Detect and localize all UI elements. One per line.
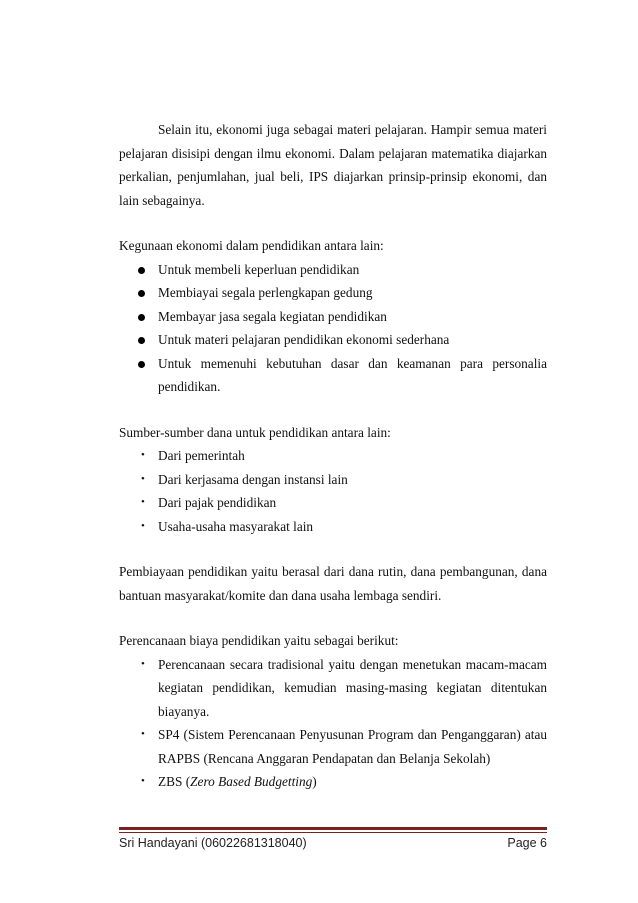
zbs-italic-term: Zero Based Budgetting (190, 774, 313, 789)
footer-author: Sri Handayani (06022681318040) (119, 836, 307, 850)
footer-rule-thin (119, 832, 547, 833)
bullet-icon: • (141, 657, 145, 670)
bullet-icon: • (141, 449, 145, 461)
bullet-icon: • (141, 519, 145, 532)
list-item: • Dari pemerintah (119, 444, 547, 468)
list-item: • Perencanaan secara tradisional yaitu dengan menetukan macam-macam kegiatan pendidikan, kemudian masing-masing kegiatan ditentukan biayanya. (119, 653, 547, 724)
list-item: • Usaha-usaha masyarakat lain (119, 515, 547, 539)
footer-page-number: Page 6 (507, 836, 547, 850)
bullet-dot-icon (138, 267, 145, 274)
bullet-dot-icon (138, 290, 145, 297)
list-item: Untuk membeli keperluan pendidikan (119, 258, 547, 282)
intro-paragraph: Selain itu, ekonomi juga sebagai materi pelajaran. Hampir semua materi pelajaran disisipi dengan ilmu ekonomi. Dalam pelajaran matematika diajarkan perkalian, penjumlahan, jual beli, IPS diajarkan prinsip-prinsip ekonomi, dan lain sebagainya. (119, 122, 547, 208)
bullet-icon: • (141, 496, 145, 508)
kegunaan-list (119, 258, 547, 399)
list-item: Untuk memenuhi kebutuhan dasar dan keamanan para personalia pendidikan. (119, 352, 547, 399)
bullet-icon: • (141, 728, 145, 740)
footer-rule (119, 827, 547, 830)
list-item: Untuk materi pelajaran pendidikan ekonomi sederhana (119, 328, 547, 352)
list-item: • Dari kerjasama dengan instansi lain (119, 468, 547, 492)
sumber-heading: Sumber-sumber dana untuk pendidikan antara lain: (119, 424, 391, 440)
bullet-dot-icon (138, 361, 145, 368)
perencanaan-list (119, 653, 547, 794)
list-item: • SP4 (Sistem Perencanaan Penyusunan Program dan Penganggaran) atau RAPBS (Rencana Anggaran Pendapatan dan Belanja Sekolah) (119, 723, 547, 770)
list-item: • ZBS (Zero Based Budgetting) (119, 770, 547, 794)
sumber-list (119, 444, 547, 538)
perencanaan-heading: Perencanaan biaya pendidikan yaitu sebagai berikut: (119, 633, 399, 648)
pembiayaan-paragraph: Pembiayaan pendidikan yaitu berasal dari dana rutin, dana pembangunan, dana bantuan masyarakat/komite dan dana usaha lembaga sendiri. (119, 564, 547, 603)
page-content (119, 118, 547, 794)
kegunaan-heading: Kegunaan ekonomi dalam pendidikan antara lain: (119, 238, 384, 253)
list-item: • Dari pajak pendidikan (119, 491, 547, 515)
bullet-icon: • (141, 775, 145, 787)
bullet-icon: • (141, 472, 145, 485)
list-item: Membayar jasa segala kegiatan pendidikan (119, 305, 547, 329)
bullet-dot-icon (138, 337, 145, 344)
list-item: Membiayai segala perlengkapan gedung (119, 281, 547, 305)
bullet-dot-icon (138, 314, 145, 321)
